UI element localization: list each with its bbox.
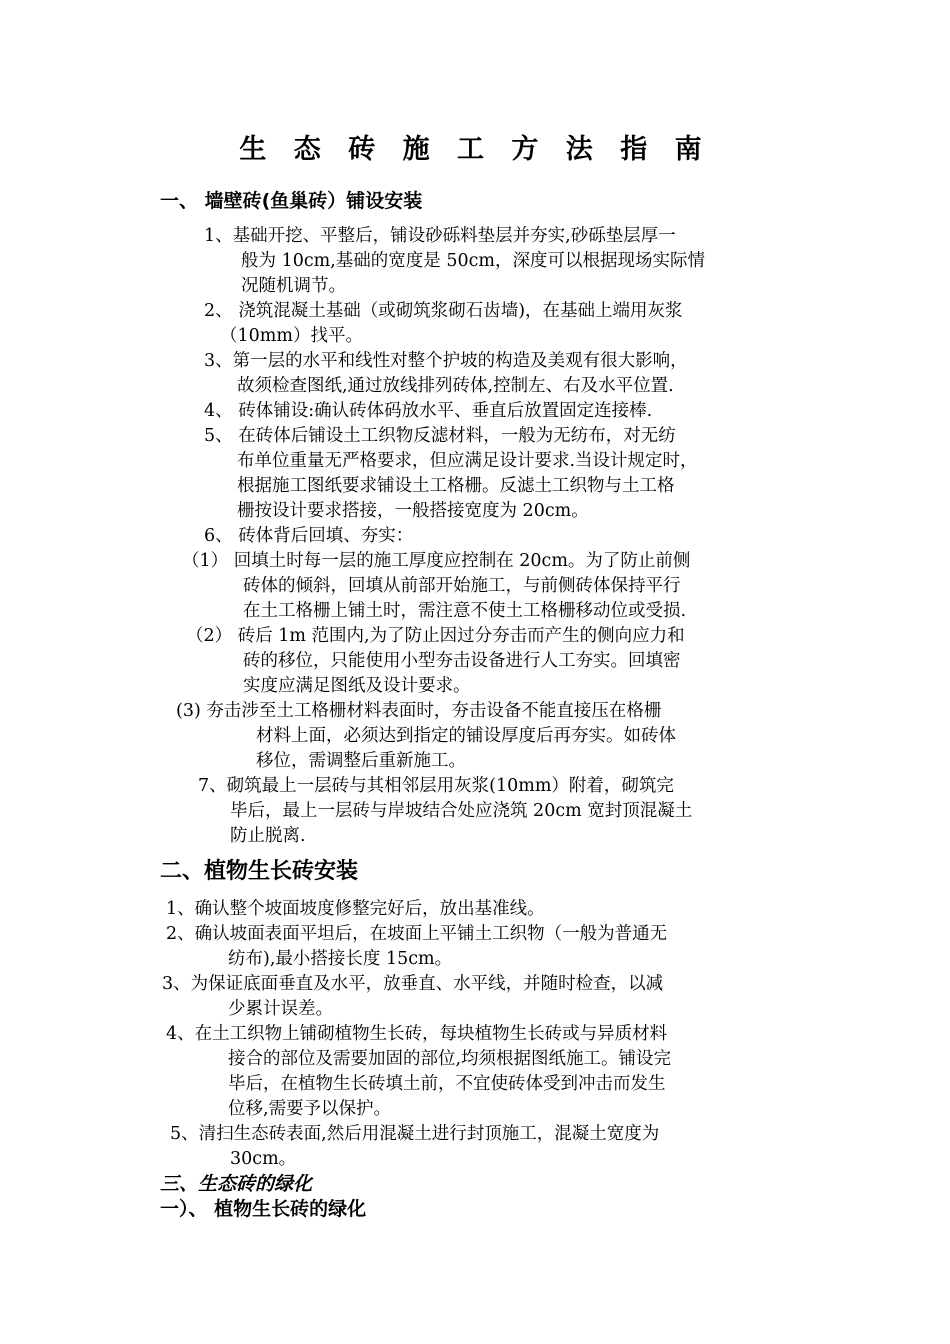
paragraph-line: 4、 砖体铺设:确认砖体码放水平、垂直后放置固定连接棒. — [204, 401, 653, 421]
paragraph-line: 少累计误差。 — [228, 999, 333, 1019]
paragraph-line: 1、基础开挖、平整后，铺设砂砾料垫层并夯实,砂砾垫层厚一 — [204, 226, 676, 246]
paragraph-line: 砖体的倾斜，回填从前部开始施工，与前侧砖体保持平行 — [243, 576, 681, 596]
paragraph-line: 位移,需要予以保护。 — [228, 1099, 392, 1119]
document-title: 生 态 砖 施 工 方 法 指 南 — [239, 134, 711, 165]
paragraph-line: 防止脱离. — [230, 826, 306, 846]
paragraph-line: 移位，需调整后重新施工。 — [256, 751, 466, 771]
paragraph-line: 根据施工图纸要求铺设土工格栅。反滤土工织物与土工格 — [237, 476, 675, 496]
paragraph-line: 纺布),最小搭接长度 15cm。 — [228, 949, 453, 969]
paragraph-line: （1） 回填土时每一层的施工厚度应控制在 20cm。为了防止前侧 — [182, 551, 691, 571]
paragraph-line: 材料上面，必须达到指定的铺设厚度后再夯实。如砖体 — [256, 726, 676, 746]
paragraph-line: 5、 在砖体后铺设土工织物反滤材料，一般为无纺布，对无纺 — [204, 426, 676, 446]
paragraph-line: 4、在土工织物上铺砌植物生长砖，每块植物生长砖或与异质材料 — [166, 1024, 668, 1044]
paragraph-line: 栅按设计要求搭接，一般搭接宽度为 20cm。 — [237, 501, 589, 521]
section-heading-greening: 三、生态砖的绿化 — [160, 1173, 313, 1195]
paragraph-line: （10mm）找平。 — [220, 326, 363, 346]
paragraph-line: 2、确认坡面表面平坦后，在坡面上平铺土工织物（一般为普通无 — [166, 924, 668, 944]
paragraph-line: 2、 浇筑混凝土基础（或砌筑浆砌石齿墙)，在基础上端用灰浆 — [204, 301, 683, 321]
paragraph-line: (3) 夯击涉至土工格栅材料表面时，夯击设备不能直接压在格栅 — [176, 701, 662, 721]
paragraph-line: 砖的移位，只能使用小型夯击设备进行人工夯实。回填密 — [243, 651, 681, 671]
paragraph-line: 5、清扫生态砖表面,然后用混凝土进行封顶施工，混凝土宽度为 — [170, 1124, 660, 1144]
paragraph-line: 况随机调节。 — [241, 276, 346, 296]
paragraph-line: 7、砌筑最上一层砖与其相邻层用灰浆(10mm）附着，砌筑完 — [198, 776, 674, 796]
paragraph-line: 1、确认整个坡面坡度修整完好后，放出基准线。 — [166, 899, 545, 919]
paragraph-line: （2） 砖后 1m 范围内,为了防止因过分夯击而产生的侧向应力和 — [186, 626, 685, 646]
paragraph-line: 接合的部位及需要加固的部位,均须根据图纸施工。铺设完 — [228, 1049, 672, 1069]
paragraph-line: 3、第一层的水平和线性对整个护坡的构造及美观有很大影响， — [204, 351, 688, 371]
section-heading-plant-brick: 二、植物生长砖安装 — [160, 859, 359, 884]
paragraph-line: 在土工格栅上铺土时，需注意不使土工格栅移动位或受损. — [243, 601, 687, 621]
paragraph-line: 布单位重量无严格要求，但应满足设计要求.当设计规定时， — [237, 451, 698, 471]
paragraph-line: 毕后，最上一层砖与岸坡结合处应浇筑 20cm 宽封顶混凝土 — [230, 801, 693, 821]
section-heading-wall-brick: 一、 墙壁砖(鱼巢砖）铺设安装 — [160, 190, 423, 212]
paragraph-line: 6、 砖体背后回填、夯实： — [204, 526, 414, 546]
paragraph-line: 毕后，在植物生长砖填土前，不宜使砖体受到冲击而发生 — [228, 1074, 666, 1094]
paragraph-line: 故须检查图纸,通过放线排列砖体,控制左、右及水平位置. — [237, 376, 674, 396]
subsection-heading-plant-brick-greening: 一）、 植物生长砖的绿化 — [160, 1198, 367, 1220]
paragraph-line: 实度应满足图纸及设计要求。 — [243, 676, 471, 696]
paragraph-line: 3、为保证底面垂直及水平，放垂直、水平线，并随时检查，以减 — [162, 974, 664, 994]
paragraph-line: 般为 10cm,基础的宽度是 50cm，深度可以根据现场实际情 — [241, 251, 706, 271]
paragraph-line: 30cm。 — [230, 1149, 297, 1169]
